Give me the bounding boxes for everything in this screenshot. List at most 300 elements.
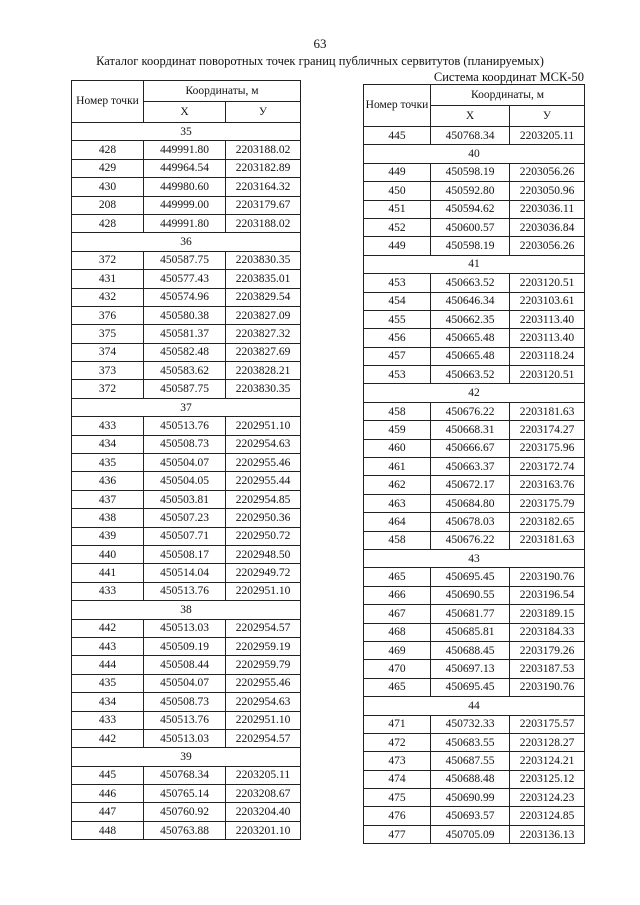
point-number-cell: 458 (364, 531, 431, 549)
x-coordinate-cell: 450693.57 (431, 807, 510, 825)
table-row (72, 306, 301, 324)
table-row (72, 159, 301, 177)
point-number-cell: 465 (364, 568, 431, 586)
point-number-cell: 375 (72, 325, 144, 343)
header-point-number: Номер точки (364, 85, 431, 127)
x-coordinate-cell: 450663.37 (431, 458, 510, 476)
point-number-cell: 469 (364, 641, 431, 659)
y-coordinate-cell: 2203164.32 (226, 178, 301, 196)
point-number-cell: 432 (72, 288, 144, 306)
x-coordinate-cell: 450676.22 (431, 531, 510, 549)
point-number-cell: 461 (364, 458, 431, 476)
table-row (364, 200, 585, 218)
y-coordinate-cell: 2202951.10 (226, 417, 301, 435)
table-row (364, 458, 585, 476)
point-number-cell: 446 (72, 785, 144, 803)
table-row (364, 218, 585, 236)
x-coordinate-cell: 450513.03 (144, 619, 226, 637)
x-coordinate-cell: 450600.57 (431, 218, 510, 236)
point-number-cell: 450 (364, 182, 431, 200)
group-row (364, 145, 585, 163)
point-number-cell: 467 (364, 605, 431, 623)
table-row (364, 641, 585, 659)
y-coordinate-cell: 2203196.54 (510, 586, 585, 604)
y-coordinate-cell: 2203175.57 (510, 715, 585, 733)
x-coordinate-cell: 450676.22 (431, 402, 510, 420)
y-coordinate-cell: 2203190.76 (510, 678, 585, 696)
point-number-cell: 435 (72, 674, 144, 692)
table-row (364, 623, 585, 641)
y-coordinate-cell: 2203124.85 (510, 807, 585, 825)
x-coordinate-cell: 450663.52 (431, 274, 510, 292)
table-row (364, 421, 585, 439)
y-coordinate-cell: 2203124.23 (510, 789, 585, 807)
header-x: X (431, 106, 510, 127)
table-body-left (72, 123, 301, 840)
table-row (364, 163, 585, 181)
table-row (364, 182, 585, 200)
table-row (72, 729, 301, 747)
table-row (364, 292, 585, 310)
table-row (364, 715, 585, 733)
coordinates-table-right (363, 84, 585, 844)
y-coordinate-cell: 2203120.51 (510, 366, 585, 384)
x-coordinate-cell: 450513.76 (144, 417, 226, 435)
group-label: 35 (72, 123, 301, 141)
y-coordinate-cell: 2203056.26 (510, 163, 585, 181)
table-row (72, 582, 301, 600)
point-number-cell: 439 (72, 527, 144, 545)
header-point-number: Номер точки (72, 81, 144, 123)
y-coordinate-cell: 2203056.26 (510, 237, 585, 255)
x-coordinate-cell: 450574.96 (144, 288, 226, 306)
x-coordinate-cell: 449964.54 (144, 159, 226, 177)
y-coordinate-cell: 2203181.63 (510, 402, 585, 420)
coordinates-table-left (71, 80, 301, 840)
y-coordinate-cell: 2203827.32 (226, 325, 301, 343)
group-row (364, 384, 585, 402)
point-number-cell: 445 (364, 127, 431, 145)
table-row (72, 214, 301, 232)
x-coordinate-cell: 450760.92 (144, 803, 226, 821)
x-coordinate-cell: 450732.33 (431, 715, 510, 733)
y-coordinate-cell: 2203128.27 (510, 733, 585, 751)
y-coordinate-cell: 2203187.53 (510, 660, 585, 678)
point-number-cell: 436 (72, 472, 144, 490)
group-row (364, 255, 585, 273)
x-coordinate-cell: 450684.80 (431, 494, 510, 512)
group-label: 39 (72, 748, 301, 766)
x-coordinate-cell: 450508.73 (144, 693, 226, 711)
point-number-cell: 449 (364, 163, 431, 181)
x-coordinate-cell: 450504.07 (144, 454, 226, 472)
point-number-cell: 471 (364, 715, 431, 733)
y-coordinate-cell: 2202950.72 (226, 527, 301, 545)
x-coordinate-cell: 450580.38 (144, 306, 226, 324)
x-coordinate-cell: 450705.09 (431, 825, 510, 843)
group-row (72, 748, 301, 766)
y-coordinate-cell: 2203175.79 (510, 494, 585, 512)
table-row (72, 803, 301, 821)
y-coordinate-cell: 2202959.79 (226, 656, 301, 674)
table-row (72, 693, 301, 711)
x-coordinate-cell: 450665.48 (431, 347, 510, 365)
table-row (72, 821, 301, 839)
x-coordinate-cell: 450503.81 (144, 490, 226, 508)
point-number-cell: 477 (364, 825, 431, 843)
x-coordinate-cell: 450768.34 (144, 766, 226, 784)
x-coordinate-cell: 450763.88 (144, 821, 226, 839)
table-row (364, 789, 585, 807)
table-row (72, 270, 301, 288)
group-row (72, 398, 301, 416)
table-row (72, 288, 301, 306)
header-y: У (510, 106, 585, 127)
point-number-cell: 440 (72, 545, 144, 563)
group-label: 37 (72, 398, 301, 416)
group-label: 42 (364, 384, 585, 402)
table-row (364, 660, 585, 678)
point-number-cell: 453 (364, 274, 431, 292)
group-label: 40 (364, 145, 585, 163)
point-number-cell: 449 (364, 237, 431, 255)
table-row (364, 752, 585, 770)
x-coordinate-cell: 450683.55 (431, 733, 510, 751)
point-number-cell: 428 (72, 214, 144, 232)
y-coordinate-cell: 2203182.89 (226, 159, 301, 177)
y-coordinate-cell: 2203189.15 (510, 605, 585, 623)
point-number-cell: 454 (364, 292, 431, 310)
point-number-cell: 464 (364, 513, 431, 531)
x-coordinate-cell: 450587.75 (144, 251, 226, 269)
point-number-cell: 470 (364, 660, 431, 678)
x-coordinate-cell: 450690.99 (431, 789, 510, 807)
table-row (72, 766, 301, 784)
group-row (72, 123, 301, 141)
y-coordinate-cell: 2202950.36 (226, 509, 301, 527)
point-number-cell: 474 (364, 770, 431, 788)
point-number-cell: 438 (72, 509, 144, 527)
table-row (364, 329, 585, 347)
point-number-cell: 434 (72, 693, 144, 711)
y-coordinate-cell: 2203036.84 (510, 218, 585, 236)
x-coordinate-cell: 450587.75 (144, 380, 226, 398)
table-row (72, 637, 301, 655)
point-number-cell: 472 (364, 733, 431, 751)
x-coordinate-cell: 449991.80 (144, 141, 226, 159)
table-row (364, 678, 585, 696)
y-coordinate-cell: 2203163.76 (510, 476, 585, 494)
table-row (364, 127, 585, 145)
y-coordinate-cell: 2202949.72 (226, 564, 301, 582)
y-coordinate-cell: 2203830.35 (226, 251, 301, 269)
y-coordinate-cell: 2203103.61 (510, 292, 585, 310)
point-number-cell: 430 (72, 178, 144, 196)
y-coordinate-cell: 2203125.12 (510, 770, 585, 788)
x-coordinate-cell: 450665.48 (431, 329, 510, 347)
table-row (364, 733, 585, 751)
table-row (364, 402, 585, 420)
point-number-cell: 435 (72, 454, 144, 472)
group-row (364, 697, 585, 715)
y-coordinate-cell: 2203835.01 (226, 270, 301, 288)
y-coordinate-cell: 2203188.02 (226, 214, 301, 232)
x-coordinate-cell: 450765.14 (144, 785, 226, 803)
point-number-cell: 434 (72, 435, 144, 453)
group-row (72, 601, 301, 619)
header-x: X (144, 102, 226, 123)
table-row (364, 513, 585, 531)
group-row (72, 233, 301, 251)
table-row (364, 825, 585, 843)
table-row (72, 196, 301, 214)
x-coordinate-cell: 450663.52 (431, 366, 510, 384)
table-row (72, 619, 301, 637)
point-number-cell: 475 (364, 789, 431, 807)
x-coordinate-cell: 450508.44 (144, 656, 226, 674)
point-number-cell: 442 (72, 729, 144, 747)
point-number-cell: 433 (72, 417, 144, 435)
header-y: У (226, 102, 301, 123)
y-coordinate-cell: 2203205.11 (226, 766, 301, 784)
y-coordinate-cell: 2203827.09 (226, 306, 301, 324)
y-coordinate-cell: 2203120.51 (510, 274, 585, 292)
point-number-cell: 208 (72, 196, 144, 214)
table-row (72, 527, 301, 545)
table-row (364, 439, 585, 457)
x-coordinate-cell: 450672.17 (431, 476, 510, 494)
y-coordinate-cell: 2203204.40 (226, 803, 301, 821)
point-number-cell: 445 (72, 766, 144, 784)
y-coordinate-cell: 2202951.10 (226, 711, 301, 729)
point-number-cell: 441 (72, 564, 144, 582)
x-coordinate-cell: 450583.62 (144, 362, 226, 380)
point-number-cell: 428 (72, 141, 144, 159)
coordinate-system-label: Система координат МСК-50 (433, 70, 584, 84)
x-coordinate-cell: 450504.05 (144, 472, 226, 490)
point-number-cell: 473 (364, 752, 431, 770)
y-coordinate-cell: 2203136.13 (510, 825, 585, 843)
point-number-cell: 374 (72, 343, 144, 361)
table-row (364, 770, 585, 788)
table-row (364, 605, 585, 623)
table-row (72, 472, 301, 490)
point-number-cell: 460 (364, 439, 431, 457)
x-coordinate-cell: 450507.23 (144, 509, 226, 527)
table-row (364, 807, 585, 825)
y-coordinate-cell: 2203181.63 (510, 531, 585, 549)
group-label: 36 (72, 233, 301, 251)
x-coordinate-cell: 450678.03 (431, 513, 510, 531)
table-row (364, 531, 585, 549)
point-number-cell: 462 (364, 476, 431, 494)
point-number-cell: 463 (364, 494, 431, 512)
x-coordinate-cell: 450668.31 (431, 421, 510, 439)
point-number-cell: 433 (72, 582, 144, 600)
x-coordinate-cell: 450681.77 (431, 605, 510, 623)
table-row (364, 237, 585, 255)
x-coordinate-cell: 450513.03 (144, 729, 226, 747)
point-number-cell: 372 (72, 251, 144, 269)
table-row (72, 141, 301, 159)
x-coordinate-cell: 450582.48 (144, 343, 226, 361)
y-coordinate-cell: 2203174.27 (510, 421, 585, 439)
y-coordinate-cell: 2202955.46 (226, 454, 301, 472)
y-coordinate-cell: 2203205.11 (510, 127, 585, 145)
point-number-cell: 373 (72, 362, 144, 380)
y-coordinate-cell: 2203175.96 (510, 439, 585, 457)
y-coordinate-cell: 2203201.10 (226, 821, 301, 839)
point-number-cell: 452 (364, 218, 431, 236)
point-number-cell: 468 (364, 623, 431, 641)
table-row (72, 490, 301, 508)
table-row (72, 509, 301, 527)
table-row (72, 656, 301, 674)
x-coordinate-cell: 450687.55 (431, 752, 510, 770)
table-body-right (364, 127, 585, 844)
point-number-cell: 433 (72, 711, 144, 729)
x-coordinate-cell: 450690.55 (431, 586, 510, 604)
table-row (72, 785, 301, 803)
point-number-cell: 453 (364, 366, 431, 384)
table-row (72, 711, 301, 729)
y-coordinate-cell: 2203190.76 (510, 568, 585, 586)
x-coordinate-cell: 450507.71 (144, 527, 226, 545)
point-number-cell: 466 (364, 586, 431, 604)
point-number-cell: 457 (364, 347, 431, 365)
group-label: 43 (364, 549, 585, 567)
point-number-cell: 465 (364, 678, 431, 696)
table-row (364, 347, 585, 365)
point-number-cell: 376 (72, 306, 144, 324)
page-number: 63 (313, 36, 327, 51)
y-coordinate-cell: 2203179.67 (226, 196, 301, 214)
x-coordinate-cell: 450514.04 (144, 564, 226, 582)
table-row (364, 586, 585, 604)
x-coordinate-cell: 450697.13 (431, 660, 510, 678)
y-coordinate-cell: 2203113.40 (510, 329, 585, 347)
y-coordinate-cell: 2202954.57 (226, 619, 301, 637)
point-number-cell: 437 (72, 490, 144, 508)
table-row (364, 366, 585, 384)
table-row (72, 545, 301, 563)
x-coordinate-cell: 450581.37 (144, 325, 226, 343)
y-coordinate-cell: 2203050.96 (510, 182, 585, 200)
x-coordinate-cell: 450666.67 (431, 439, 510, 457)
x-coordinate-cell: 450508.17 (144, 545, 226, 563)
table-row (72, 454, 301, 472)
table-row (72, 564, 301, 582)
point-number-cell: 431 (72, 270, 144, 288)
table-row (72, 435, 301, 453)
group-row (364, 549, 585, 567)
x-coordinate-cell: 450646.34 (431, 292, 510, 310)
catalog-title: Каталог координат поворотных точек границ публичных сервитутов (планируемых) (96, 54, 544, 68)
header-coordinates: Координаты, м (431, 85, 585, 106)
y-coordinate-cell: 2203828.21 (226, 362, 301, 380)
group-label: 38 (72, 601, 301, 619)
point-number-cell: 447 (72, 803, 144, 821)
y-coordinate-cell: 2203172.74 (510, 458, 585, 476)
x-coordinate-cell: 450688.48 (431, 770, 510, 788)
x-coordinate-cell: 450695.45 (431, 678, 510, 696)
point-number-cell: 476 (364, 807, 431, 825)
x-coordinate-cell: 450598.19 (431, 163, 510, 181)
point-number-cell: 459 (364, 421, 431, 439)
table-row (72, 178, 301, 196)
x-coordinate-cell: 450577.43 (144, 270, 226, 288)
point-number-cell: 456 (364, 329, 431, 347)
x-coordinate-cell: 450504.07 (144, 674, 226, 692)
table-row (364, 274, 585, 292)
x-coordinate-cell: 450513.76 (144, 711, 226, 729)
y-coordinate-cell: 2202948.50 (226, 545, 301, 563)
y-coordinate-cell: 2203118.24 (510, 347, 585, 365)
table-row (364, 494, 585, 512)
table-row (72, 343, 301, 361)
x-coordinate-cell: 450509.19 (144, 637, 226, 655)
y-coordinate-cell: 2202954.63 (226, 435, 301, 453)
point-number-cell: 451 (364, 200, 431, 218)
y-coordinate-cell: 2202955.46 (226, 674, 301, 692)
point-number-cell: 458 (364, 402, 431, 420)
header-coordinates: Координаты, м (144, 81, 301, 102)
y-coordinate-cell: 2203827.69 (226, 343, 301, 361)
y-coordinate-cell: 2202954.57 (226, 729, 301, 747)
y-coordinate-cell: 2203124.21 (510, 752, 585, 770)
point-number-cell: 443 (72, 637, 144, 655)
y-coordinate-cell: 2203182.65 (510, 513, 585, 531)
table-row (72, 362, 301, 380)
y-coordinate-cell: 2203188.02 (226, 141, 301, 159)
table-row (364, 568, 585, 586)
point-number-cell: 442 (72, 619, 144, 637)
y-coordinate-cell: 2202955.44 (226, 472, 301, 490)
x-coordinate-cell: 450768.34 (431, 127, 510, 145)
group-label: 41 (364, 255, 585, 273)
x-coordinate-cell: 449991.80 (144, 214, 226, 232)
point-number-cell: 455 (364, 310, 431, 328)
y-coordinate-cell: 2203184.33 (510, 623, 585, 641)
y-coordinate-cell: 2203829.54 (226, 288, 301, 306)
y-coordinate-cell: 2203179.26 (510, 641, 585, 659)
table-row (364, 476, 585, 494)
point-number-cell: 372 (72, 380, 144, 398)
y-coordinate-cell: 2202951.10 (226, 582, 301, 600)
x-coordinate-cell: 450688.45 (431, 641, 510, 659)
point-number-cell: 444 (72, 656, 144, 674)
x-coordinate-cell: 449980.60 (144, 178, 226, 196)
y-coordinate-cell: 2203036.11 (510, 200, 585, 218)
x-coordinate-cell: 450594.62 (431, 200, 510, 218)
x-coordinate-cell: 450695.45 (431, 568, 510, 586)
table-row (72, 417, 301, 435)
table-row (72, 251, 301, 269)
x-coordinate-cell: 450508.73 (144, 435, 226, 453)
y-coordinate-cell: 2202959.19 (226, 637, 301, 655)
table-row (72, 380, 301, 398)
y-coordinate-cell: 2203208.67 (226, 785, 301, 803)
y-coordinate-cell: 2202954.85 (226, 490, 301, 508)
table-row (72, 674, 301, 692)
point-number-cell: 429 (72, 159, 144, 177)
y-coordinate-cell: 2203830.35 (226, 380, 301, 398)
group-label: 44 (364, 697, 585, 715)
x-coordinate-cell: 450685.81 (431, 623, 510, 641)
x-coordinate-cell: 449999.00 (144, 196, 226, 214)
point-number-cell: 448 (72, 821, 144, 839)
table-row (72, 325, 301, 343)
